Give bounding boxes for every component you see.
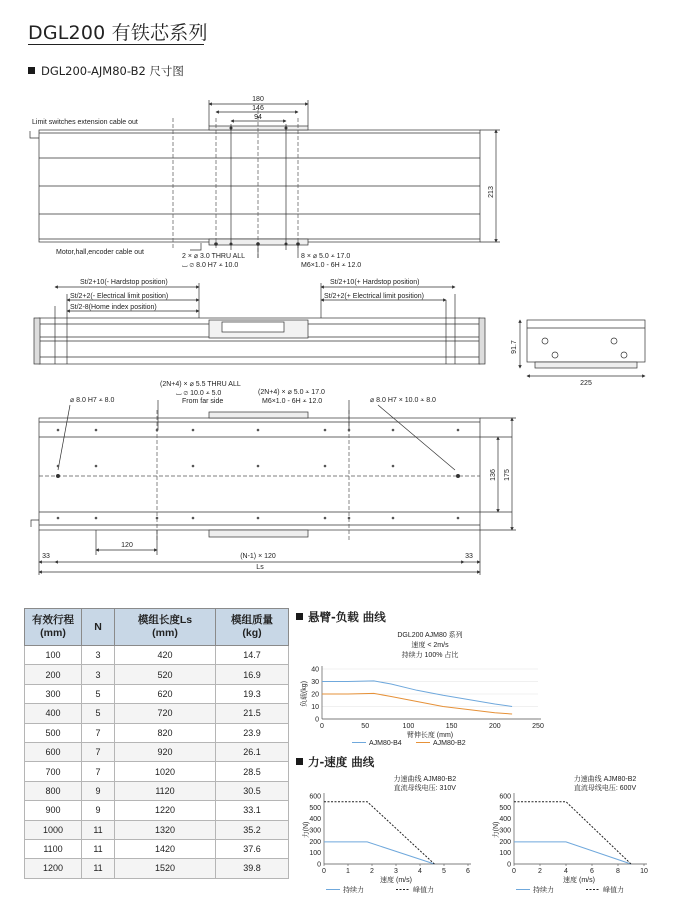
hole-spec-1a: 2 × ⌀ 3.0 THRU ALL [182,253,246,260]
table-cell: 35.2 [216,820,289,839]
y-tick-label: 400 [309,816,321,824]
x-axis-label: 速度 (m/s) [563,877,595,884]
drawing-subtitle-text: DGL200-AJM80-B2 尺寸图 [41,64,184,78]
table-cell: 300 [25,684,82,703]
col-length [115,609,216,646]
table-cell: 3 [82,646,115,665]
dim-ls: Ls [256,564,264,571]
bullet-square-icon [296,613,303,620]
y-tick-label: 10 [311,704,319,711]
table-row [25,762,289,781]
table-cell: 420 [115,646,216,665]
y-tick-label: 100 [309,850,321,858]
y-tick-label: 200 [309,838,321,846]
series-line [324,802,434,864]
table-row [25,742,289,761]
table-cell: 37.6 [216,839,289,858]
table-cell: 16.9 [216,665,289,684]
section-force-speed [296,754,374,770]
series-line [322,693,512,714]
table-cell: 1020 [115,762,216,781]
bullet-square-icon [296,758,303,765]
table-cell: 33.1 [216,801,289,820]
table-cell: 1200 [25,859,82,878]
force-speed-chart-600v [486,772,676,894]
y-tick-label: 600 [499,793,511,801]
section-load-curve [296,609,386,625]
x-tick-label: 3 [394,868,398,875]
dim-180: 180 [252,96,264,103]
y-tick-label: 300 [499,827,511,835]
dim-146: 146 [252,105,264,112]
dim-33-right: 33 [465,553,473,560]
legend-label: AJM80-B2 [433,740,466,747]
table-cell: 11 [82,859,115,878]
hole-spec-1b: ⌴ ⌀ 8.0 H7 ⩡ 10.0 [182,262,239,269]
chart-subtitle: 持续力 100% 占比 [401,652,459,659]
x-tick-label: 250 [532,723,544,730]
y-tick-label: 200 [499,838,511,846]
table-cell: 820 [115,723,216,742]
note-limit-switch: Limit switches extension cable out [32,119,138,126]
col-stroke-text: 有效行程 (mm) [32,614,74,639]
dim-n-120: (N-1) × 120 [240,553,276,560]
y-axis-label: 力(N) [493,821,500,839]
legend-label: 持续力 [343,887,364,894]
table-cell: 21.5 [216,704,289,723]
y-tick-label: 20 [311,691,319,699]
table-cell: 1520 [115,859,216,878]
label-thru-b: ⌴ ⌀ 10.0 ⩡ 5.0 [176,390,222,397]
table-row [25,684,289,703]
table-cell: 7 [82,762,115,781]
table-cell: 900 [25,801,82,820]
table-cell: 39.8 [216,859,289,878]
x-tick-label: 6 [466,868,470,875]
table-cell: 1120 [115,781,216,800]
col-n-text: N [94,620,102,633]
label-thru-a: (2N+4) × ⌀ 5.5 THRU ALL [160,381,241,388]
table-cell: 14.7 [216,646,289,665]
label-elec-minus: St/2+2(- Electrical limit position) [70,293,169,300]
chart-subtitle: 直流母线电压: 600V [573,785,637,792]
x-tick-label: 150 [445,723,458,730]
col-n [82,609,115,646]
table-cell: 5 [82,704,115,723]
table-row [25,839,289,858]
series-line [514,842,631,864]
x-tick-label: 2 [538,868,542,875]
table-cell: 11 [82,820,115,839]
x-tick-label: 0 [512,868,516,875]
label-elec-plus: St/2+2(+ Electrical limit position) [324,293,424,300]
table-cell: 23.9 [216,723,289,742]
table-header-row [25,609,289,646]
x-tick-label: 50 [361,723,370,730]
y-axis-label: 负载(kg) [301,680,308,708]
table-cell: 19.3 [216,684,289,703]
x-tick-label: 8 [616,868,620,875]
dim-91-7: 91.7 [511,340,518,354]
col-mass [216,609,289,646]
table-cell: 400 [25,704,82,723]
col-mass-text: 模组质量 (kg) [231,614,273,639]
chart-subtitle: 直流母线电压: 310V [393,785,456,792]
table-cell: 200 [25,665,82,684]
label-tap-a: (2N+4) × ⌀ 5.0 ⩡ 17.0 [258,389,325,396]
dim-225: 225 [580,380,592,387]
label-hardstop-plus: St/2+10(+ Hardstop position) [330,279,420,286]
dim-120: 120 [121,542,133,549]
table-row [25,820,289,839]
table-cell: 1100 [25,839,82,858]
col-length-text: 模组长度Ls (mm) [137,614,193,639]
table-row [25,801,289,820]
table-row [25,859,289,878]
spec-table [24,608,289,879]
table-cell: 9 [82,801,115,820]
x-tick-label: 6 [590,868,594,875]
table-cell: 26.1 [216,742,289,761]
x-axis-label: 速度 (m/s) [380,877,412,884]
y-tick-label: 400 [499,816,511,824]
note-motor-cable: Motor,hall,encoder cable out [56,249,144,256]
dim-175: 175 [504,469,511,481]
table-cell: 9 [82,781,115,800]
table-cell: 30.5 [216,781,289,800]
label-home: St/2-8(Home index position) [70,304,157,311]
force-speed-chart-310v [296,772,486,894]
table-cell: 11 [82,839,115,858]
label-thru-c: From far side [182,398,224,405]
chart-subtitle: 速度 < 2m/s [411,642,449,649]
y-tick-label: 100 [499,850,511,858]
legend-label: AJM80-B4 [369,740,402,747]
col-stroke [25,609,82,646]
x-tick-label: 1 [346,868,350,875]
label-pin-left: ⌀ 8.0 H7 ⩡ 8.0 [70,397,115,404]
table-row [25,704,289,723]
table-cell: 7 [82,723,115,742]
hole-spec-2b: M6×1.0 - 6H ⩡ 12.0 [301,262,362,269]
table-cell: 1220 [115,801,216,820]
table-cell: 7 [82,742,115,761]
label-tap-b: M6×1.0 - 6H ⩡ 12.0 [262,398,323,405]
table-cell: 920 [115,742,216,761]
table-cell: 600 [25,742,82,761]
y-tick-label: 0 [315,716,319,724]
x-tick-label: 4 [418,868,422,875]
series-line [324,842,434,864]
hole-spec-2a: 8 × ⌀ 5.0 ⩡ 17.0 [301,253,351,260]
y-tick-label: 0 [507,861,511,869]
table-row [25,723,289,742]
table-cell: 620 [115,684,216,703]
load-curve-chart [296,628,556,752]
chart-title: 力速曲线 AJM80-B2 [573,776,637,783]
chart-title: DGL200 AJM80 系列 [397,632,463,639]
label-hardstop-minus: St/2+10(- Hardstop position) [80,279,168,286]
table-cell: 1320 [115,820,216,839]
chart-title: 力速曲线 AJM80-B2 [393,776,457,783]
table-cell: 1420 [115,839,216,858]
table-cell: 500 [25,723,82,742]
table-cell: 520 [115,665,216,684]
series-line [514,802,631,864]
table-cell: 3 [82,665,115,684]
x-axis-label: 臂伸长度 (mm) [406,732,454,739]
table-cell: 100 [25,646,82,665]
table-cell: 5 [82,684,115,703]
table-row [25,665,289,684]
y-tick-label: 500 [309,804,321,812]
x-tick-label: 0 [322,868,326,875]
dim-213: 213 [488,186,495,198]
y-axis-label: 力(N) [303,821,310,839]
dim-33-left: 33 [42,553,50,560]
table-cell: 28.5 [216,762,289,781]
section-load-curve-text: 悬臂-负载 曲线 [308,610,386,624]
x-tick-label: 100 [402,723,415,730]
y-tick-label: 300 [309,827,321,835]
legend-label: 持续力 [533,887,554,894]
legend-label: 峰值力 [413,887,434,894]
dim-136: 136 [490,469,497,481]
y-tick-label: 500 [499,804,511,812]
table-row [25,781,289,800]
table-cell: 1000 [25,820,82,839]
y-tick-label: 600 [309,793,321,801]
table-row [25,646,289,665]
label-pin-right: ⌀ 8.0 H7 × 10.0 ⩡ 8.0 [370,397,436,404]
table-cell: 700 [25,762,82,781]
x-tick-label: 0 [320,723,324,730]
x-tick-label: 2 [370,868,374,875]
table-cell: 800 [25,781,82,800]
dim-94: 94 [254,114,262,121]
y-tick-label: 0 [317,861,321,869]
x-tick-label: 200 [488,723,501,730]
page-title: DGL200 有铁芯系列 [28,22,208,44]
x-tick-label: 10 [640,868,648,875]
section-force-speed-text: 力-速度 曲线 [308,755,375,769]
y-tick-label: 30 [311,679,319,686]
x-tick-label: 4 [564,868,568,875]
table-cell: 720 [115,704,216,723]
y-tick-label: 40 [311,666,319,674]
legend-label: 峰值力 [603,887,624,894]
x-tick-label: 5 [442,868,446,875]
